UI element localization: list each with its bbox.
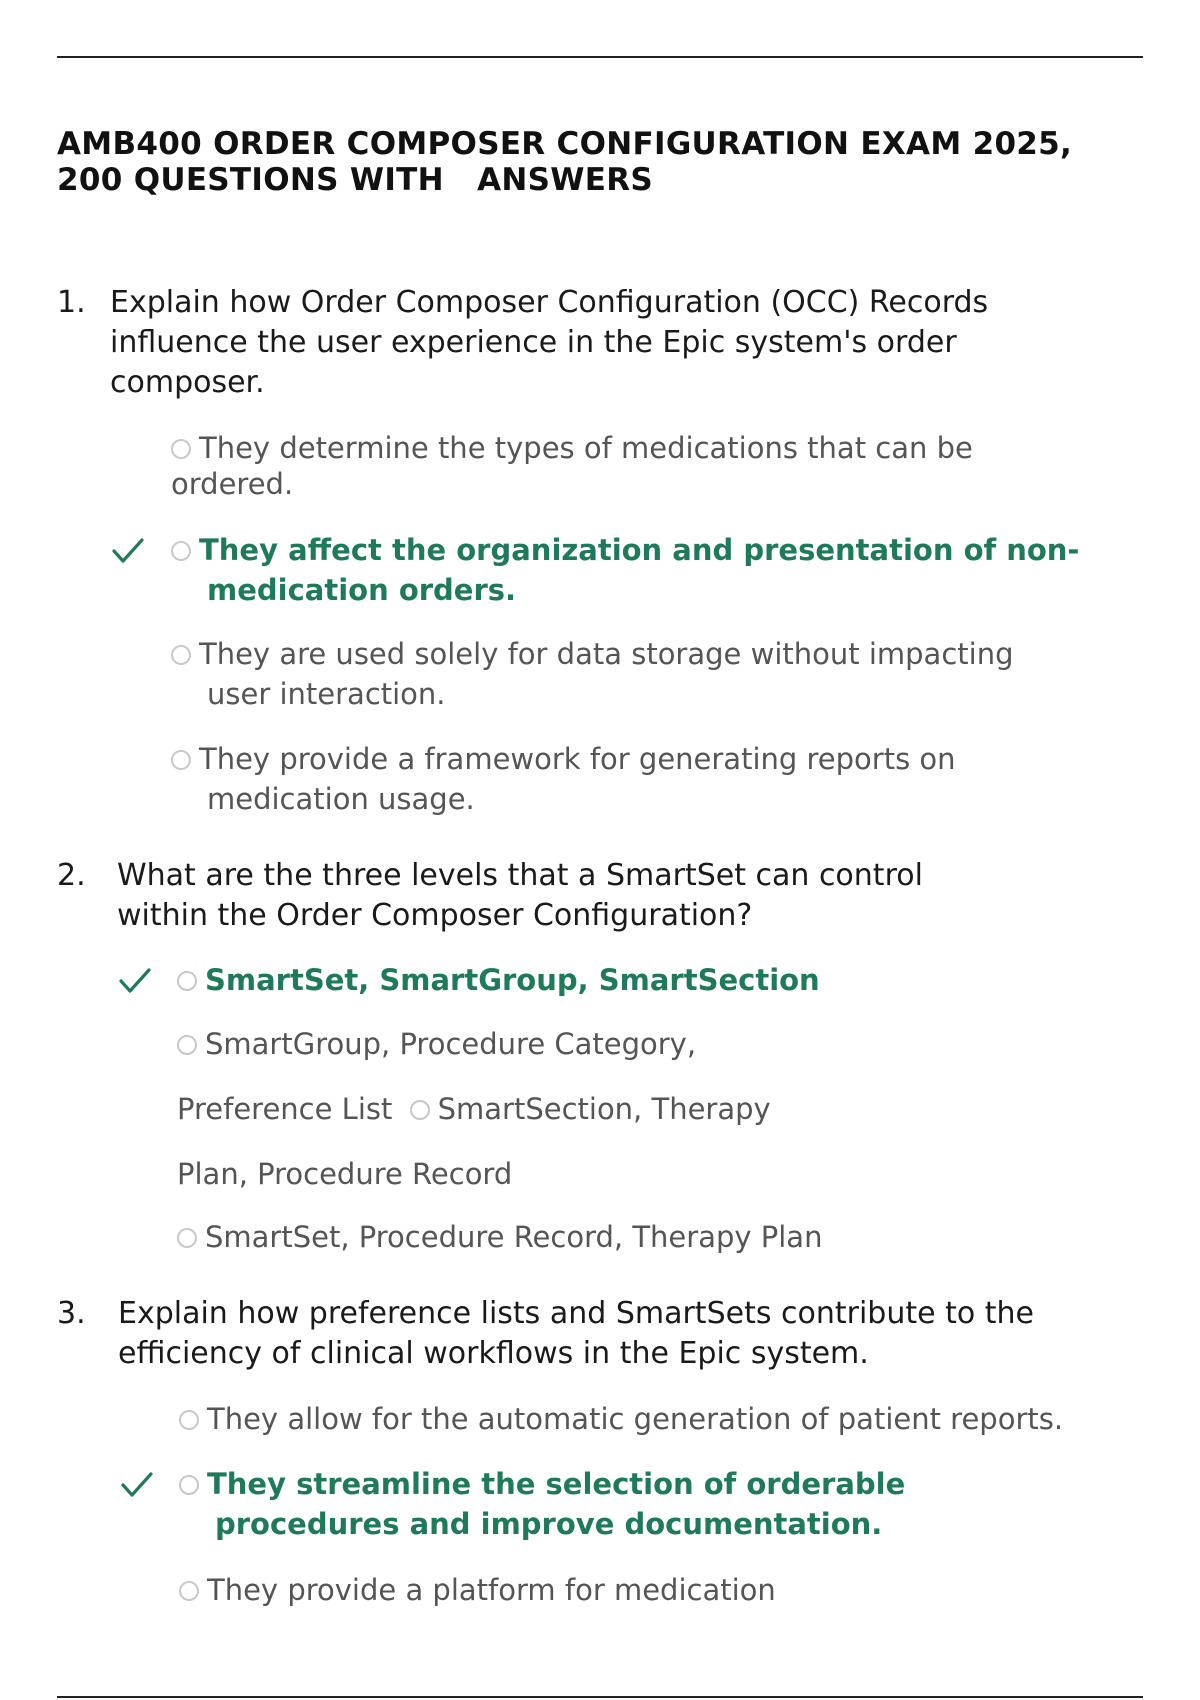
answer-option-correct[interactable] xyxy=(171,530,1079,610)
radio-circle-icon[interactable] xyxy=(171,645,191,665)
question-text xyxy=(110,283,988,403)
option-text-line: Preference List xyxy=(177,1092,393,1126)
bottom-divider xyxy=(57,1696,1143,1698)
answer-option[interactable] xyxy=(171,739,956,819)
question-3 xyxy=(57,1294,1157,1374)
option-text-line: user interaction. xyxy=(207,677,446,711)
document-title xyxy=(57,126,1157,198)
answer-option[interactable] xyxy=(177,1156,512,1192)
answer-option[interactable] xyxy=(177,1091,771,1127)
option-text-line: SmartSet, Procedure Record, Therapy Plan xyxy=(205,1220,823,1254)
question-2 xyxy=(57,856,1157,936)
question-text-line: efficiency of clinical workflows in the Epic system. xyxy=(118,1336,869,1371)
radio-circle-icon[interactable] xyxy=(171,439,191,459)
option-text-line: They are used solely for data storage without impacting xyxy=(199,637,1014,671)
option-text-line: ordered. xyxy=(171,467,294,501)
question-text-line: composer. xyxy=(110,365,265,400)
question-text-line: within the Order Composer Configuration? xyxy=(117,898,753,933)
option-text-line: They provide a platform for medication xyxy=(207,1573,776,1607)
question-text-line: What are the three levels that a SmartSet can control xyxy=(117,858,923,893)
checkmark-icon xyxy=(111,536,145,566)
question-number: 1. xyxy=(57,285,86,320)
answer-option[interactable] xyxy=(171,430,973,502)
option-text-line: They affect the organization and presentation of non- xyxy=(199,533,1080,567)
question-text xyxy=(117,856,923,936)
question-text xyxy=(118,1294,1034,1374)
option-text-line: They allow for the automatic generation of patient reports. xyxy=(207,1402,1064,1436)
answer-option[interactable] xyxy=(177,1026,696,1062)
answer-option-correct[interactable] xyxy=(177,960,820,1000)
top-divider xyxy=(57,56,1143,58)
radio-circle-icon[interactable] xyxy=(171,750,191,770)
question-text-line: influence the user experience in the Epic system's order xyxy=(110,325,957,360)
checkmark-icon xyxy=(120,1470,154,1500)
answer-option[interactable] xyxy=(171,634,1013,714)
option-text-line: medication usage. xyxy=(207,782,475,816)
title-line-2: 200 QUESTIONS WITH ANSWERS xyxy=(57,162,654,198)
checkmark-icon xyxy=(118,966,152,996)
radio-circle-icon[interactable] xyxy=(177,1228,197,1248)
title-line-1: AMB400 ORDER COMPOSER CONFIGURATION EXAM 2025, xyxy=(57,126,1073,162)
option-text-line: procedures and improve documentation. xyxy=(215,1507,883,1541)
option-text-line: SmartGroup, Procedure Category, xyxy=(205,1027,697,1061)
radio-circle-icon[interactable] xyxy=(171,541,191,561)
answer-option[interactable] xyxy=(179,1401,1063,1437)
radio-circle-icon[interactable] xyxy=(179,1410,199,1430)
option-text-line: They provide a framework for generating reports on xyxy=(199,742,956,776)
option-text-line: They determine the types of medications that can be xyxy=(199,431,973,465)
answer-option-correct[interactable] xyxy=(179,1464,905,1544)
answer-option[interactable] xyxy=(177,1219,822,1255)
radio-circle-icon[interactable] xyxy=(179,1475,199,1495)
radio-circle-icon[interactable] xyxy=(179,1581,199,1601)
question-text-line: Explain how preference lists and SmartSets contribute to the xyxy=(118,1296,1034,1331)
radio-circle-icon[interactable] xyxy=(177,1035,197,1055)
question-number: 2. xyxy=(57,858,86,893)
answer-option[interactable] xyxy=(179,1572,776,1608)
option-text-line: SmartSection, Therapy xyxy=(437,1092,771,1126)
option-text-line: They streamline the selection of orderable xyxy=(207,1467,906,1501)
option-text-line: medication orders. xyxy=(207,573,517,607)
question-1 xyxy=(57,283,1157,403)
radio-circle-icon[interactable] xyxy=(177,971,197,991)
question-number: 3. xyxy=(57,1296,86,1331)
option-text-line: Plan, Procedure Record xyxy=(177,1157,513,1191)
option-text-line: SmartSet, SmartGroup, SmartSection xyxy=(205,963,820,997)
question-text-line: Explain how Order Composer Configuration (OCC) Records xyxy=(110,285,989,320)
radio-circle-icon[interactable] xyxy=(410,1100,430,1120)
